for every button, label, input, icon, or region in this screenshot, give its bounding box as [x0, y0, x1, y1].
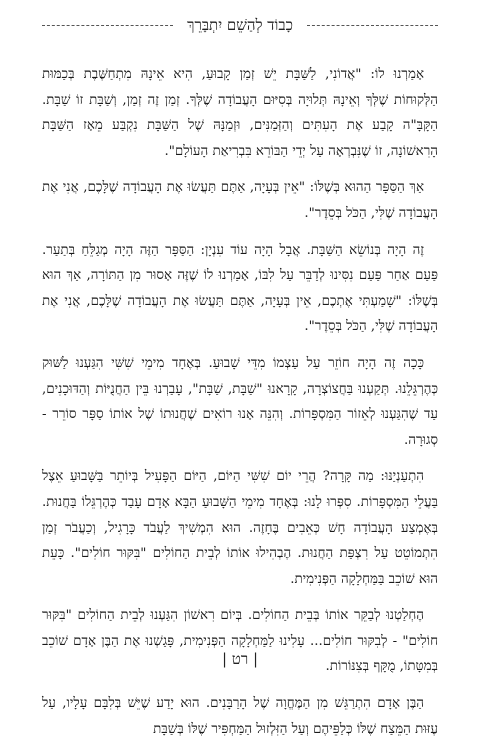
running-header	[42, 14, 438, 36]
header-rule-left	[42, 25, 173, 26]
header-title: כָבוֹד לְהַשֵׁם יִתְבָּרֵךְ	[187, 15, 293, 34]
paragraph: כָּכָה זֶה הָיָה חוֹזֵר עַל עַצְמוֹ מִדֵּי שָׁבוּעַ. בְּאֶחָד מִימֵי שִׁשִּׁי הִגַּעְנוּ לַשּׁוּק כְּהֶרְגֵּלֵנוּ. תְּקַעְנוּ בַּחֲצוֹצְרָה, קָרָאנוּ "שַׁבָּת, שַׁבָּת", עָבַרְנוּ בֵּין הַחֲנֻיּוֹת וְהַדּוּכָנִים, עַד שֶׁהִגַּעְנוּ לְאֵזוֹר הַמִּסְפָּרוֹת. וְהִנֵּה אָנוּ רוֹאִים שֶׁחֲנוּתוֹ שֶׁל אוֹתוֹ סַפָּר סוֹרֵר - סְגוּרָה.	[42, 355, 438, 448]
paragraph: הִתְעַנְיַנּוּ: מַה קָּרָה? הֲרֵי יוֹם שִׁשִּׁי הַיּוֹם, הַיּוֹם הַפָּעִיל בְּיוֹתֵר בַּשָּׁבוּעַ אֵצֶל בַּעֲלֵי הַמִּסְפָּרוֹת. סִפְּרוּ לָנוּ: בְּאֶחָד מִימֵי הַשָּׁבוּעַ הַבָּא אָדָם עָבַד כְּהֶרְגֵּלוֹ בַּחֲנוּת. בְּאֶמְצַע הָעֲבוֹדָה חָשׁ כְּאֵבִים בֶּחָזֶה. הוּא הִמְשִׁיךְ לַעֲבֹד כָּרָגִיל, וְכַעֲבֹר זְמַן הִתְמוֹטֵט עַל רִצְפַּת הַחֲנוּת. הֶבְהִילוּ אוֹתוֹ לְבֵית הַחוֹלִים "בִּקּוּר חוֹלִים". כָּעֵת הוּא שׁוֹכֵב בַּמַּחְלָקָה הַפְּנִימִית.	[42, 469, 438, 587]
page-number: | רט |	[221, 650, 259, 668]
header-rule-right	[307, 25, 438, 26]
paragraph: זֶה הָיָה בְּנוֹשֵׂא הַשַּׁבָּת. אֲבָל הָיָה עוֹד עִנְיָן: הַסַּפָּר הַזֶּה הָיָה מְגַלֵּחַ בְּתַעַר. פַּעַם אַחַר פַּעַם נִסִּינוּ לְדַבֵּר עַל לִבּוֹ, אָמַרְנוּ לוֹ שֶׁזֶּה אָסוּר מִן הַתּוֹרָה, אַךְ הוּא בְּשֶׁלּוֹ: "שָׁמַעְתִּי אֶתְכֶם, אֵין בְּעָיָה, אַתֶּם תַּעֲשׂוּ אֶת הָעֲבוֹדָה שֶׁלָּכֶם, אֲנִי אֶת הָעֲבוֹדָה שֶׁלִּי, הַכֹּל בְּסֵדֶר".	[42, 242, 438, 335]
paragraph: אַךְ הַסַּפָּר הַהוּא בְּשֶׁלּוֹ: "אֵין בְּעָיָה, אַתֶּם תַּעֲשׂוּ אֶת הָעֲבוֹדָה שֶׁלָּכֶם, אֲנִי אֶת הָעֲבוֹדָה שֶׁלִּי, הַכֹּל בְּסֵדֶר".	[42, 180, 438, 221]
paragraph: הֶחְלַטְנוּ לְבַקֵּר אוֹתוֹ בְּבֵית הַחוֹלִים. בְּיוֹם רִאשׁוֹן הִגַּעְנוּ לְבֵית הַחוֹלִים "בִּקּוּר חוֹלִים" - לְבִקּוּר חוֹלִים... עָלִינוּ לַמַּחְלָקָה הַפְּנִימִית, פָּגַשְׁנוּ אֶת הַבֶּן אָדָם שׁוֹכֵב בְּמִטָּתוֹ, מֻקָּף בְּצִנּוֹרוֹת.	[42, 608, 438, 675]
paragraph: הַבֶּן אָדָם הִתְרַגֵּשׁ מִן הַמֶּחֱוָה שֶׁל הָרַבָּנִים. הוּא יָדַע שֶׁיֵּשׁ בְּלִבָּם עָלָיו, עַל עֶזּוּת הַמֵּצַח שֶׁלּוֹ כְּלַפֵּיהֶם וְעַל הַזִּלְזוּל הַמַּחְפִּיר שֶׁלּוֹ בְּשַׁבָּת	[42, 696, 438, 737]
paragraph: אָמַרְנוּ לוֹ: "אֲדוֹנִי, לַשַּׁבָּת יֵשׁ זְמַן קָבוּעַ, הִיא אֵינָהּ מִתְחַשֶּׁבֶת בְּכַמּוּת הַלְּקוּחוֹת שֶׁלְּךָ וְאֵינָהּ תְּלוּיָה בְּסִיּוּם הָעֲבוֹדָה שֶׁלְּךָ. זְמַן זֶה זְמַן, וְשַׁבָּת זוֹ שַׁבָּת. הַקָּבָּ"ה קָבַע אֶת הָעִתִּים וְהַזְּמַנִּים, וּזְמַנָּהּ שֶׁל הַשַּׁבָּת נִקְבַּע מֵאָז הַשַּׁבָּת הָרִאשׁוֹנָה, זוֹ שֶׁנִּבְרְאָה עַל יְדֵי הַבּוֹרֵא בִּבְרִיאַת הָעוֹלָם".	[42, 67, 438, 159]
